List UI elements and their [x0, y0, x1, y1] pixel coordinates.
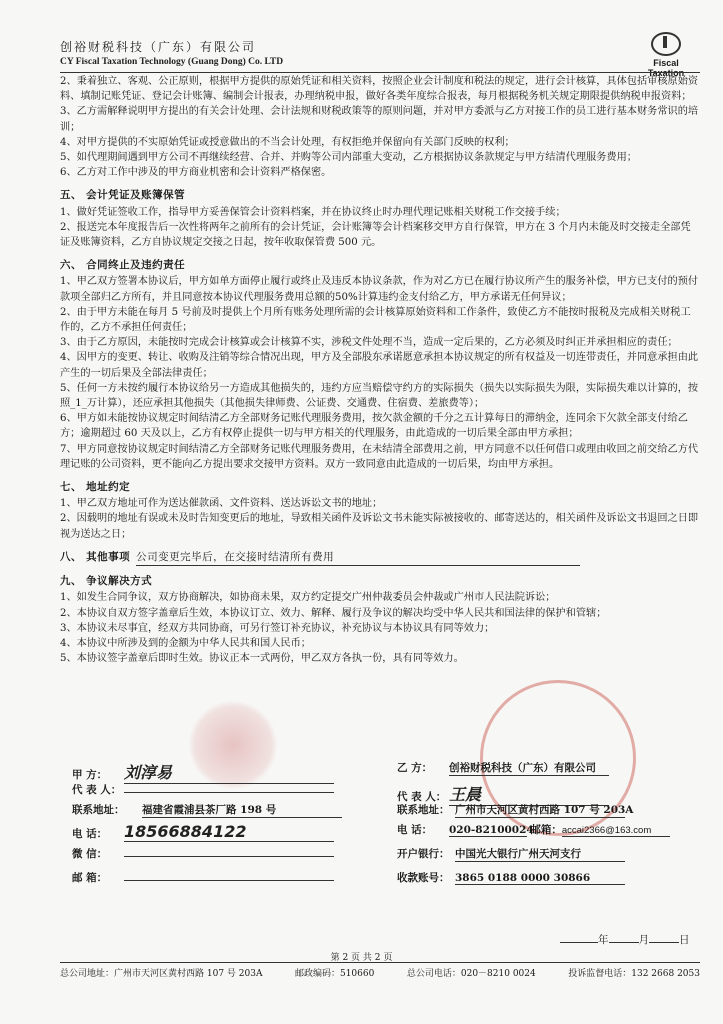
other-matters-fill: 公司变更完毕后，在交接时结清所有费用	[136, 550, 580, 566]
intro-clauses	[60, 74, 700, 180]
party-b-address-row: 联系地址： 广州市天河区黄村西路 107 号 203A	[397, 804, 634, 816]
clause-paragraph: 6、乙方对工作中涉及的甲方商业机密和会计资料严格保密。	[60, 167, 332, 179]
section-title: 七、 地址约定	[60, 481, 131, 494]
clause-paragraph: 5、本协议签字盖章后即时生效。协议正本一式两份，甲乙双方各执一份，具有同等效力。	[60, 653, 464, 665]
clause-paragraph: 3、本协议未尽事宜，经双方共同协商，可另行签订补充协议，补充协议与本协议具有同等效力；	[60, 622, 495, 634]
clause-paragraph: 1、甲乙双方签署本协议后，甲方如单方面停止履行或终止及违反本协议条款，作为对乙方已在履行协议所产生的服务补偿，甲方已支付的预付款项全部归乙方所有，并且同意按本协议代理服务费用总额的50%计算违约金支付给乙方，甲方承诺无任何异议；	[60, 276, 699, 303]
party-b-tel-row: 电 话： 020-82100024 邮箱：accai2366@163.com	[397, 822, 670, 840]
clause-paragraph: 4、本协议中所涉及到的金额为中华人民共和国人民币；	[60, 637, 311, 649]
clause-paragraph: 5、任何一方未按约履行本协议给另一方造成其他损失的，违约方应当赔偿守约方的实际损失（损失以实际损失为限，实际损失难以计算的，按照_1_万计算），还应承担其他损失（其他损失律师费、公证费、交通费、住宿费、差旅费等）；	[60, 382, 699, 410]
party-b-rep-row: 代 表 人： 王晨	[397, 782, 609, 800]
party-a-address-row: 联系地址： 福建省霞浦县茶厂路 198 号	[72, 802, 342, 820]
clause-paragraph: 2、秉着独立、客观、公正原则，根据甲方提供的原始凭证和相关资料，按照企业会计制度和税法的规定，进行会计核算，具体包括审核原始资料、填制记账凭证、登记会计账簿、编制会计报表，办理纳税申报，做好各类年度综合报表，每月根据税务机关规定期限提供纳税申报资料；	[60, 76, 699, 103]
party-b-account-row: 收款账号： 3865 0188 0000 30866	[397, 870, 625, 888]
party-a-rep-row: 代 表 人：	[72, 782, 334, 800]
signing-date: 年 月 日	[560, 932, 690, 947]
footer-phone: 总公司电话：020－8210 0024	[406, 969, 536, 979]
party-a-tel-row: 电 话： 18566884122	[72, 822, 334, 840]
company-name-en: CY Fiscal Taxation Technology (Guang Dong) Co. LTD	[60, 57, 284, 67]
section-title: 九、 争议解决方式	[60, 575, 153, 588]
clause-paragraph: 1、如发生合同争议，双方协商解决，如协商未果，双方约定提交广州仲裁委员会仲裁或广州市人民法院诉讼；	[60, 592, 556, 604]
letterhead	[60, 38, 700, 78]
party-a-name-row: 甲 方： 刘淳易	[72, 760, 334, 778]
clause-paragraph: 2、本协议自双方签字盖章后生效，本协议订立、效力、解释、履行及争议的解决均受中华人民共和国法律的保护和管辖；	[60, 607, 607, 619]
footer	[60, 966, 700, 979]
logo-icon	[651, 32, 681, 56]
clause-paragraph: 1、甲乙双方地址可作为送达催款函、文件资料、送达诉讼文书的地址；	[60, 498, 383, 510]
clause-paragraph: 7、甲方同意按协议规定时间结清乙方全部财务记账代理服务费用，在未结清全部费用之前，甲方同意不以任何借口或理由收回之前交给乙方代理记账的公司资料，更不能向乙方提出要求交接甲方资料。双方一致同意由此造成的一切后果，均由甲方承担。	[60, 443, 699, 470]
clause-paragraph: 4、对甲方提供的不实原始凭证或授意做出的不当会计处理，有权拒绝并保留向有关部门反映的权利；	[60, 136, 515, 148]
page-number: 第 2 页 共 2 页	[330, 953, 393, 963]
footer-address: 总公司地址：广州市天河区黄村西路 107 号 203A	[60, 969, 263, 979]
clause-paragraph: 3、乙方需解释说明甲方提出的有关会计处理、会计法规和财税政策等的原则问题，并对甲方委派与乙方对接工作的员工进行基本财务常识的培训；	[60, 106, 699, 133]
section-title: 五、 会计凭证及账簿保管	[60, 189, 186, 202]
party-b-signature: 王晨	[449, 782, 609, 806]
section-title: 八、 其他事项 公司变更完毕后，在交接时结清所有费用	[60, 550, 700, 566]
clause-paragraph: 1、做好凭证签收工作，指导甲方妥善保管会计资料档案，并在协议终止时办理代理记账相关财税工作交接手续；	[60, 206, 566, 218]
header-divider	[60, 72, 700, 73]
footer-complaint-phone: 投诉监督电话：132 2668 2053	[568, 969, 700, 979]
party-a-wechat-row: 微 信：	[72, 846, 334, 864]
company-name-cn: 创裕财税科技（广东）有限公司	[60, 40, 257, 54]
clause-paragraph: 4、因甲方的变更、转让、收购及注销等综合情况出现，甲方及全部股东承诺愿意承担本协议规定的所有权益及一切连带责任，并同意承担由此产生的一切后果及全部法律责任；	[60, 352, 699, 379]
footer-postcode: 邮政编码：510660	[294, 969, 375, 979]
section-title: 六、 合同终止及违约责任	[60, 259, 186, 272]
logo-text: Fiscal Taxation	[647, 58, 685, 78]
party-a-signature: 刘淳易	[124, 760, 334, 784]
clause-paragraph: 2、因载明的地址有误或未及时告知变更后的地址，导致相关函件及诉讼文书未能实际被接收的、邮寄送达的，相关函件及诉讼文书退回之日即视为送达之日；	[60, 513, 699, 540]
party-b-name-row: 乙 方： 创裕财税科技（广东）有限公司	[397, 760, 609, 778]
contract-sections	[60, 188, 700, 666]
clause-paragraph: 3、由于乙方原因，未能按时完成会计核算或会计核算不实，涉税文件处理不当，造成一定后果的，乙方必须及时纠正并承担相应的责任；	[60, 337, 678, 349]
clause-paragraph: 5、如代理期间遇到甲方公司不再继续经营、合并、并购等公司内部重大变动，乙方根据协议条款规定与甲方结清代理服务费用；	[60, 152, 637, 164]
contract-body	[60, 74, 700, 666]
clause-paragraph: 6、甲方如未能按协议规定时间结清乙方全部财务记账代理服务费用，按欠款金额的千分之五计算每日的滞纳金，连同余下欠款全部支付给乙方；逾期超过 60 天及以上，乙方有权停止提供一切与甲方相关的代理服务，由此造成的一切后果全部由甲方承担；	[60, 413, 688, 440]
footer-divider	[60, 962, 700, 963]
clause-paragraph: 2、由于甲方未能在每月 5 号前及时提供上个月所有账务处理所需的会计核算原始资料和工作条件，致使乙方不能按时报税及完成相关财税工作的，乙方不承担任何责任；	[60, 306, 691, 334]
party-b-bank-row: 开户银行： 中国光大银行广州天河支行	[397, 846, 625, 864]
clause-paragraph: 2、报送完本年度报告后一次性将两年之前所有的会计凭证，会计账簿等会计档案移交甲方自行保管，甲方在 3 个月内未能及时交接走全部凭证及账簿资料，乙方自协议规定交接之日起，按年收取保管费 500 元。	[60, 221, 691, 249]
party-a-email-row: 邮 箱：	[72, 870, 334, 888]
